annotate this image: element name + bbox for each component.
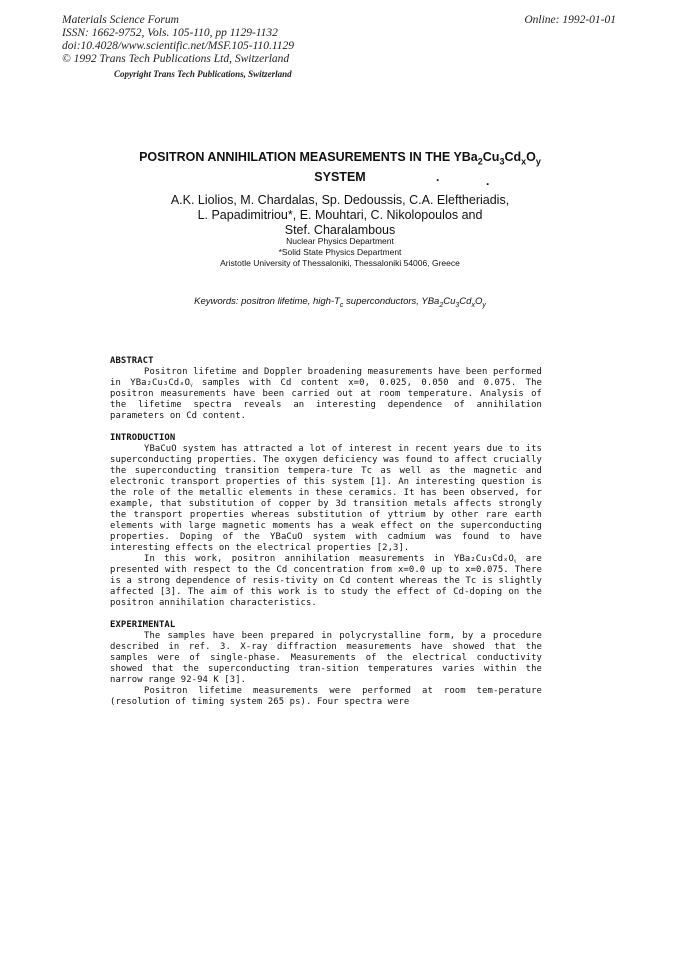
copyright-notice: Copyright Trans Tech Publications, Switzerland bbox=[114, 69, 292, 79]
experimental-paragraph: Positron lifetime measurements were performed at room tem-perature (resolution of timing system 265 ps). Four spectra were bbox=[110, 686, 542, 707]
journal-name: Materials Science Forum bbox=[62, 14, 179, 26]
title-line-1: POSITRON ANNIHILATION MEASUREMENTS IN THE $YBa_2Cu_3Cd_xO_y$ bbox=[139, 150, 541, 167]
stray-mark: . bbox=[486, 174, 490, 188]
paper-title bbox=[100, 150, 580, 185]
introduction-heading: INTRODUCTION bbox=[110, 433, 176, 443]
introduction-paragraph: In this work, positron annihilation measurements in YBa₂Cu₃CdₓOᵧ are presented with respect to the Cd concentration from x=0.0 up to x=0.075. There is a strong dependence of resis-tivity on Cd content whereas the Tc is slightly affected [3]. The aim of this work is to study the effect of Cd-doping on the positron annihilation characteristics. bbox=[110, 554, 542, 608]
copyright-line: © 1992 Trans Tech Publications Ltd, Switzerland bbox=[62, 53, 290, 65]
affiliation-nuclear: Nuclear Physics Department bbox=[286, 236, 394, 246]
affiliation-university: Aristotle University of Thessaloniki, Thessaloniki 54006, Greece bbox=[220, 258, 460, 268]
title-line-2: SYSTEM bbox=[314, 169, 366, 184]
experimental-heading: EXPERIMENTAL bbox=[110, 620, 176, 630]
abstract-heading: ABSTRACT bbox=[110, 356, 154, 366]
affiliations bbox=[100, 236, 580, 269]
issn-line: ISSN: 1662-9752, Vols. 105-110, pp 1129-1132 bbox=[62, 27, 278, 39]
affiliation-solid-state: *Solid State Physics Department bbox=[278, 247, 402, 257]
journal-header bbox=[62, 14, 294, 81]
doi-line: doi:10.4028/www.scientific.net/MSF.105-110.1129 bbox=[62, 40, 295, 52]
author-list: A.K. Liolios, M. Chardalas, Sp. Dedoussis, C.A. Eleftheriadis, L. Papadimitriou*, E. Mouhtari, C. Nikolopoulos and Stef. Charalambous bbox=[170, 193, 510, 237]
experimental-paragraph: The samples have been prepared in polycrystalline form, by a procedure described in ref. 3. X-ray diffraction measurements have showed that the samples were of single-phase. Measurements of the electrical conductivity showed that the superconducting tran-sition temperatures varies within the narrow range 92-94 K [3]. bbox=[110, 631, 542, 685]
stray-mark: . bbox=[436, 170, 440, 184]
paper-body bbox=[110, 356, 542, 708]
abstract-text: Positron lifetime and Doppler broadening measurements have been performed in YBa₂Cu₃CdₓOᵧ samples with Cd content x=0, 0.025, 0.050 and 0.075. The positron measurements have been carried out at room temperature. Analysis of the lifetime spectra reveals an interesting dependence of annihilation parameters on Cd content. bbox=[110, 367, 542, 421]
introduction-paragraph: YBaCuO system has attracted a lot of interest in recent years due to its superconducting properties. The oxygen deficiency was found to affect crucially the superconducting transition tempera-ture Tc as well as the magnetic and electronic transport properties of this system [1]. An interesting question is the role of the metallic elements in these ceramics. It has been observed, for example, that substitution of copper by 3d transition metals affects strongly the transport properties whereas substitution of yttrium by other rare earth elements with large magnetic moments has a weak effect on the superconducting properties. Doping of the YBaCuO system with cadmium was found to have interesting effects on the electrical properties [2,3]. bbox=[110, 444, 542, 553]
online-date: Online: 1992-01-01 bbox=[524, 14, 616, 26]
keywords-line: Keywords: positron lifetime, high-$T_c$ superconductors, $YBa_2Cu_3Cd_xO_y$ bbox=[194, 296, 486, 309]
